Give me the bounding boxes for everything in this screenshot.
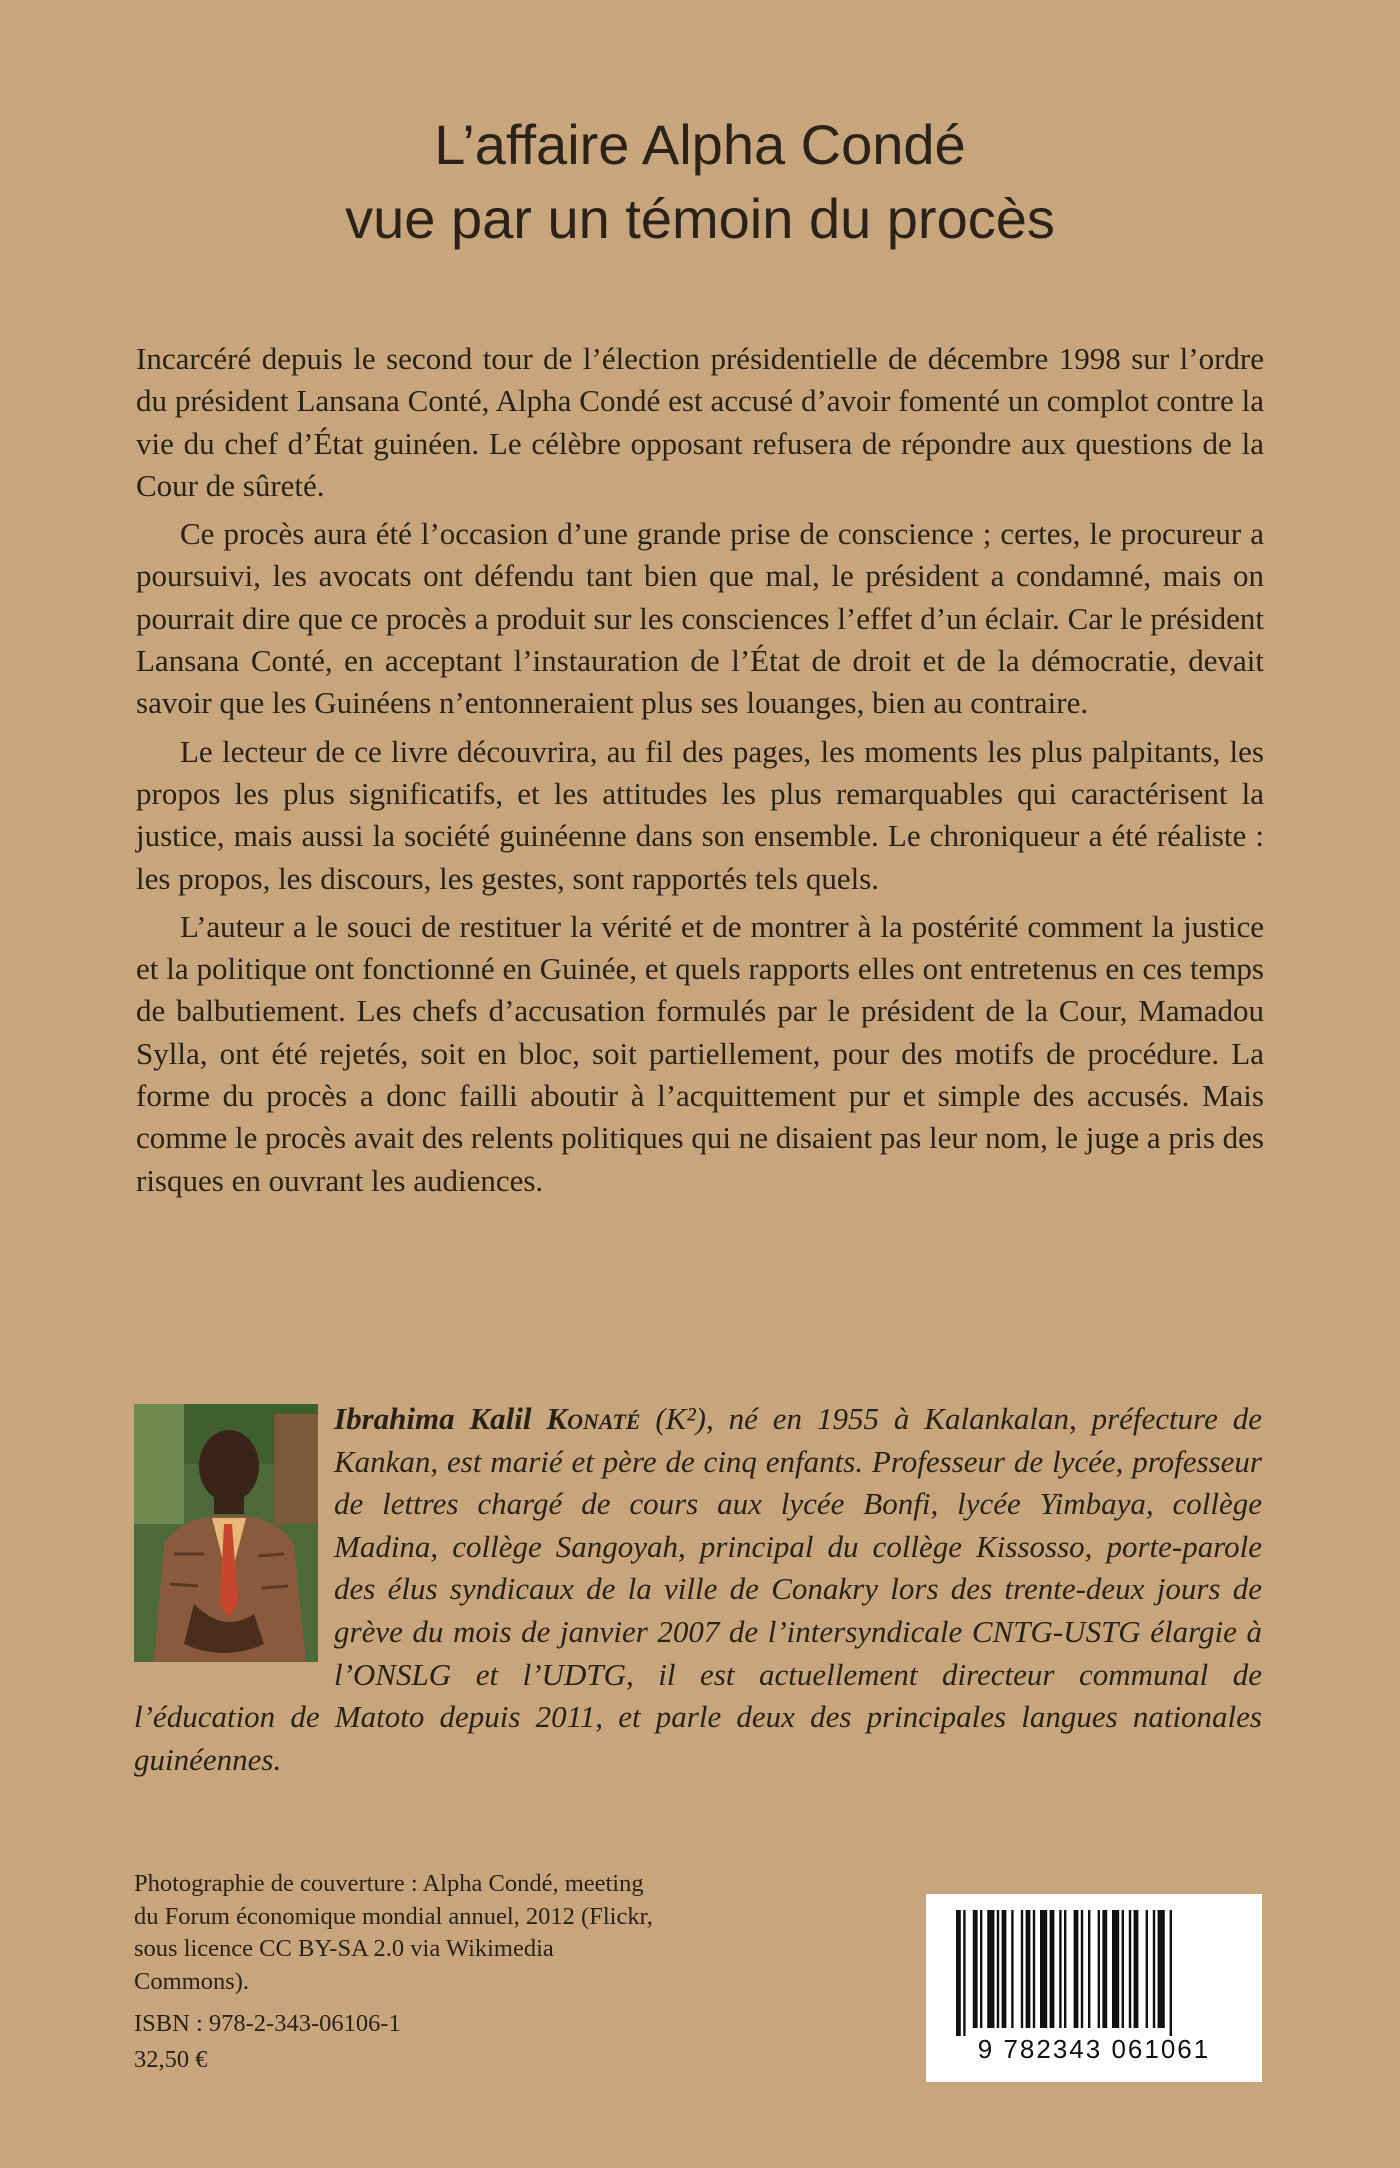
barcode-bar [1026,1910,1031,2028]
book-title-line-2: vue par un témoin du procès [345,187,1055,250]
photo-spacer [134,1398,334,1694]
barcode-bar [987,1910,994,2028]
barcode-bar [1112,1910,1119,2028]
barcode-bar [1040,1910,1047,2028]
isbn: ISBN : 978-2-343-06106-1 [134,2010,401,2037]
summary-paragraph-4: L’auteur a le souci de restituer la vérité et de montrer à la postérité comment la justice et la politique ont fonctionné en Guinée, et quels rapports elles ont entretenus en ces temps de balbutiement. Les chefs d’accusation formulés par le président de la Cour, Mamadou Sylla, ont été rejetés, soit en bloc, soit partiellement, pour des motifs de procédure. La forme du procès a donc failli aboutir à l’acquittement pur et simple des accusés. Mais comme le procès avait des relents politiques qui ne disaient pas leur nom, le juge a pris des risques en ouvrant les audiences. [136,908,1264,1198]
barcode-bar [1098,1910,1100,2028]
barcode-digits: 9 782343 061061 [977,2034,1211,2064]
barcode-bar [1102,1910,1107,2028]
barcode-bar [1134,1910,1139,2028]
barcode-bar [997,1910,999,2028]
price: 32,50 € [134,2046,208,2073]
barcode-bar [956,1910,961,2036]
barcode-bar [1153,1910,1155,2028]
author-bio [134,1398,1262,1781]
summary-paragraph-2: Ce procès aura été l’occasion d’une grande prise de conscience ; certes, le procureur a poursuivi, les avocats ont défendu tant bien que mal, le président a condamné, mais on pourrait dire que ce procès a produit sur les consciences l’effet d’un éclair. Car le président Lansana Conté, en acceptant l’instauration de l’État de droit et de la démocratie, devait savoir que les Guinéens n’entonneraient plus ses louanges, bien au contraire. [136,516,1264,721]
summary-text [136,338,1264,1208]
barcode-bar [1088,1910,1090,2028]
barcode-bar [1064,1910,1066,2028]
summary-paragraph-3: Le lecteur de ce livre découvrira, au fil des pages, les moments les plus palpitants, les propos les plus significatifs, et les attitudes les plus remarquables qui caractérisent la justice, mais aussi la société guinéenne dans son ensemble. Le chroniqueur a été réaliste : les propos, les discours, les gestes, sont rapportés tels quels. [136,733,1264,896]
barcode-bar [1011,1910,1013,2028]
book-title-line-1: L’affaire Alpha Condé [434,113,966,176]
barcode-bar [973,1910,978,2028]
barcode-bar [1033,1910,1035,2028]
photo-credit: Photographie de couverture : Alpha Condé, meeting du Forum économique mondial annuel, 2012 (Flickr, sous licence CC BY-SA 2.0 via Wikimedia Commons). [134,1870,653,1995]
barcode-bar [1158,1910,1165,2028]
summary-paragraph-1: Incarcéré depuis le second tour de l’élection présidentielle de décembre 1998 sur l’ordre du président Lansana Conté, Alpha Condé est accusé d’avoir fomenté un complot contre la vie du chef d’État guinéen. Le célèbre opposant refusera de répondre aux questions de la Cour de sûreté. [136,341,1264,503]
author-bio-text: , né en 1955 à Kalankalan, préfecture de Kankan, est marié et père de cinq enfants. Professeur de lycée, professeur de lettres chargé de cours aux lycée Bonfi, lycée Yimbaya, collège Madina, collège Sangoyah, principal du collège Kissosso, porte-parole des élus syndicaux de la ville de Conakry lors des trente-deux jours de grève du mois de janvier 2007 de l’intersyndicale CNTG-USTG élargie à l’ONSLG et l’UDTG, il est actuellement directeur communal de l’éducation de Matoto depuis 2011, et parle deux des principales langues nationales guinéennes. [134,1401,1262,1777]
barcode [926,1894,1262,2082]
barcode-bar [1002,1910,1007,2028]
barcode-bar [963,1910,965,2036]
barcode-bar [1021,1910,1023,2028]
barcode-bar [1050,1910,1055,2028]
barcode-bar [1122,1910,1124,2028]
barcode-bar [1170,1910,1172,2036]
barcode-bar [1129,1910,1131,2028]
barcode-bar [1081,1910,1083,2028]
author-last-name: Konaté [546,1401,641,1436]
barcode-bar [1146,1910,1148,2028]
author-initials: (K²) [655,1401,706,1436]
barcode-bar [980,1910,982,2028]
author-first-name: Ibrahima Kalil [334,1401,532,1436]
barcode-bar [1074,1910,1079,2028]
barcode-bar [1059,1910,1061,2028]
book-title [0,108,1400,256]
